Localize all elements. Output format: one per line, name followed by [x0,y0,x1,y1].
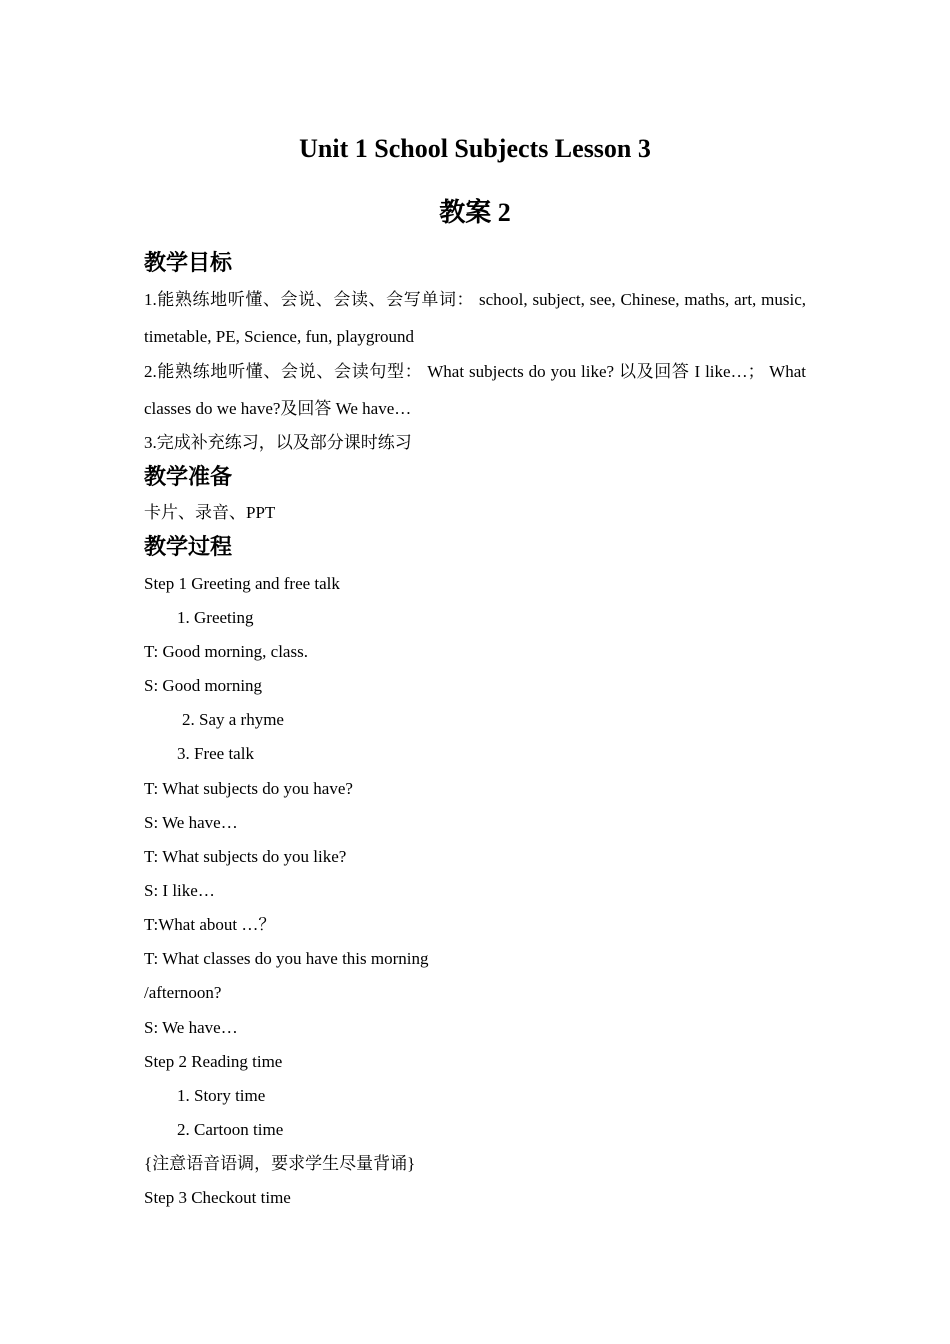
process-line: 2. Cartoon time [177,1120,284,1139]
document-title: Unit 1 School Subjects Lesson 3 [299,134,651,163]
process-line: T: What subjects do you have? [144,779,353,798]
process-heading: 教学过程 [144,535,233,560]
process-note: {注意语音语调，要求学生尽量背诵} [144,1154,416,1173]
step-1-heading: Step 1 Greeting and free talk [144,574,340,593]
process-line: T: What subjects do you like? [144,847,347,866]
process-line: 3. Free talk [177,744,254,763]
process-line: S: We have… [144,1018,238,1037]
process-line: S: I like… [144,881,215,900]
process-line: T: What classes do you have this morning [144,949,429,968]
preparation-text: 卡片、录音、PPT [144,503,276,522]
process-line: S: We have… [144,813,238,832]
objective-item-2: 2.能熟练地听懂、会说、会读句型： What subjects do you like? 以及回答 I like…； What [144,362,806,381]
objective-item-2-cont: classes do we have?及回答 We have… [144,399,412,418]
process-line: S: Good morning [144,676,263,695]
process-line: /afternoon? [144,983,222,1002]
objective-item-1: 1.能熟练地听懂、会说、会读、会写单词： school, subject, see, Chinese, maths, art, music, [144,290,806,309]
process-line: 1. Greeting [177,608,254,627]
document-page [144,0,806,1344]
document-subtitle: 教案 2 [439,198,511,227]
process-line: T: Good morning, class. [144,642,308,661]
process-line: 2. Say a rhyme [182,710,284,729]
preparation-heading: 教学准备 [144,465,233,490]
step-3-heading: Step 3 Checkout time [144,1188,291,1207]
objectives-heading: 教学目标 [144,251,233,276]
process-line: T:What about …？ [144,915,276,934]
process-line: 1. Story time [177,1086,266,1105]
objective-item-3: 3.完成补充练习，以及部分课时练习 [144,433,412,452]
step-2-heading: Step 2 Reading time [144,1052,283,1071]
objective-item-1-cont: timetable, PE, Science, fun, playground [144,327,415,346]
